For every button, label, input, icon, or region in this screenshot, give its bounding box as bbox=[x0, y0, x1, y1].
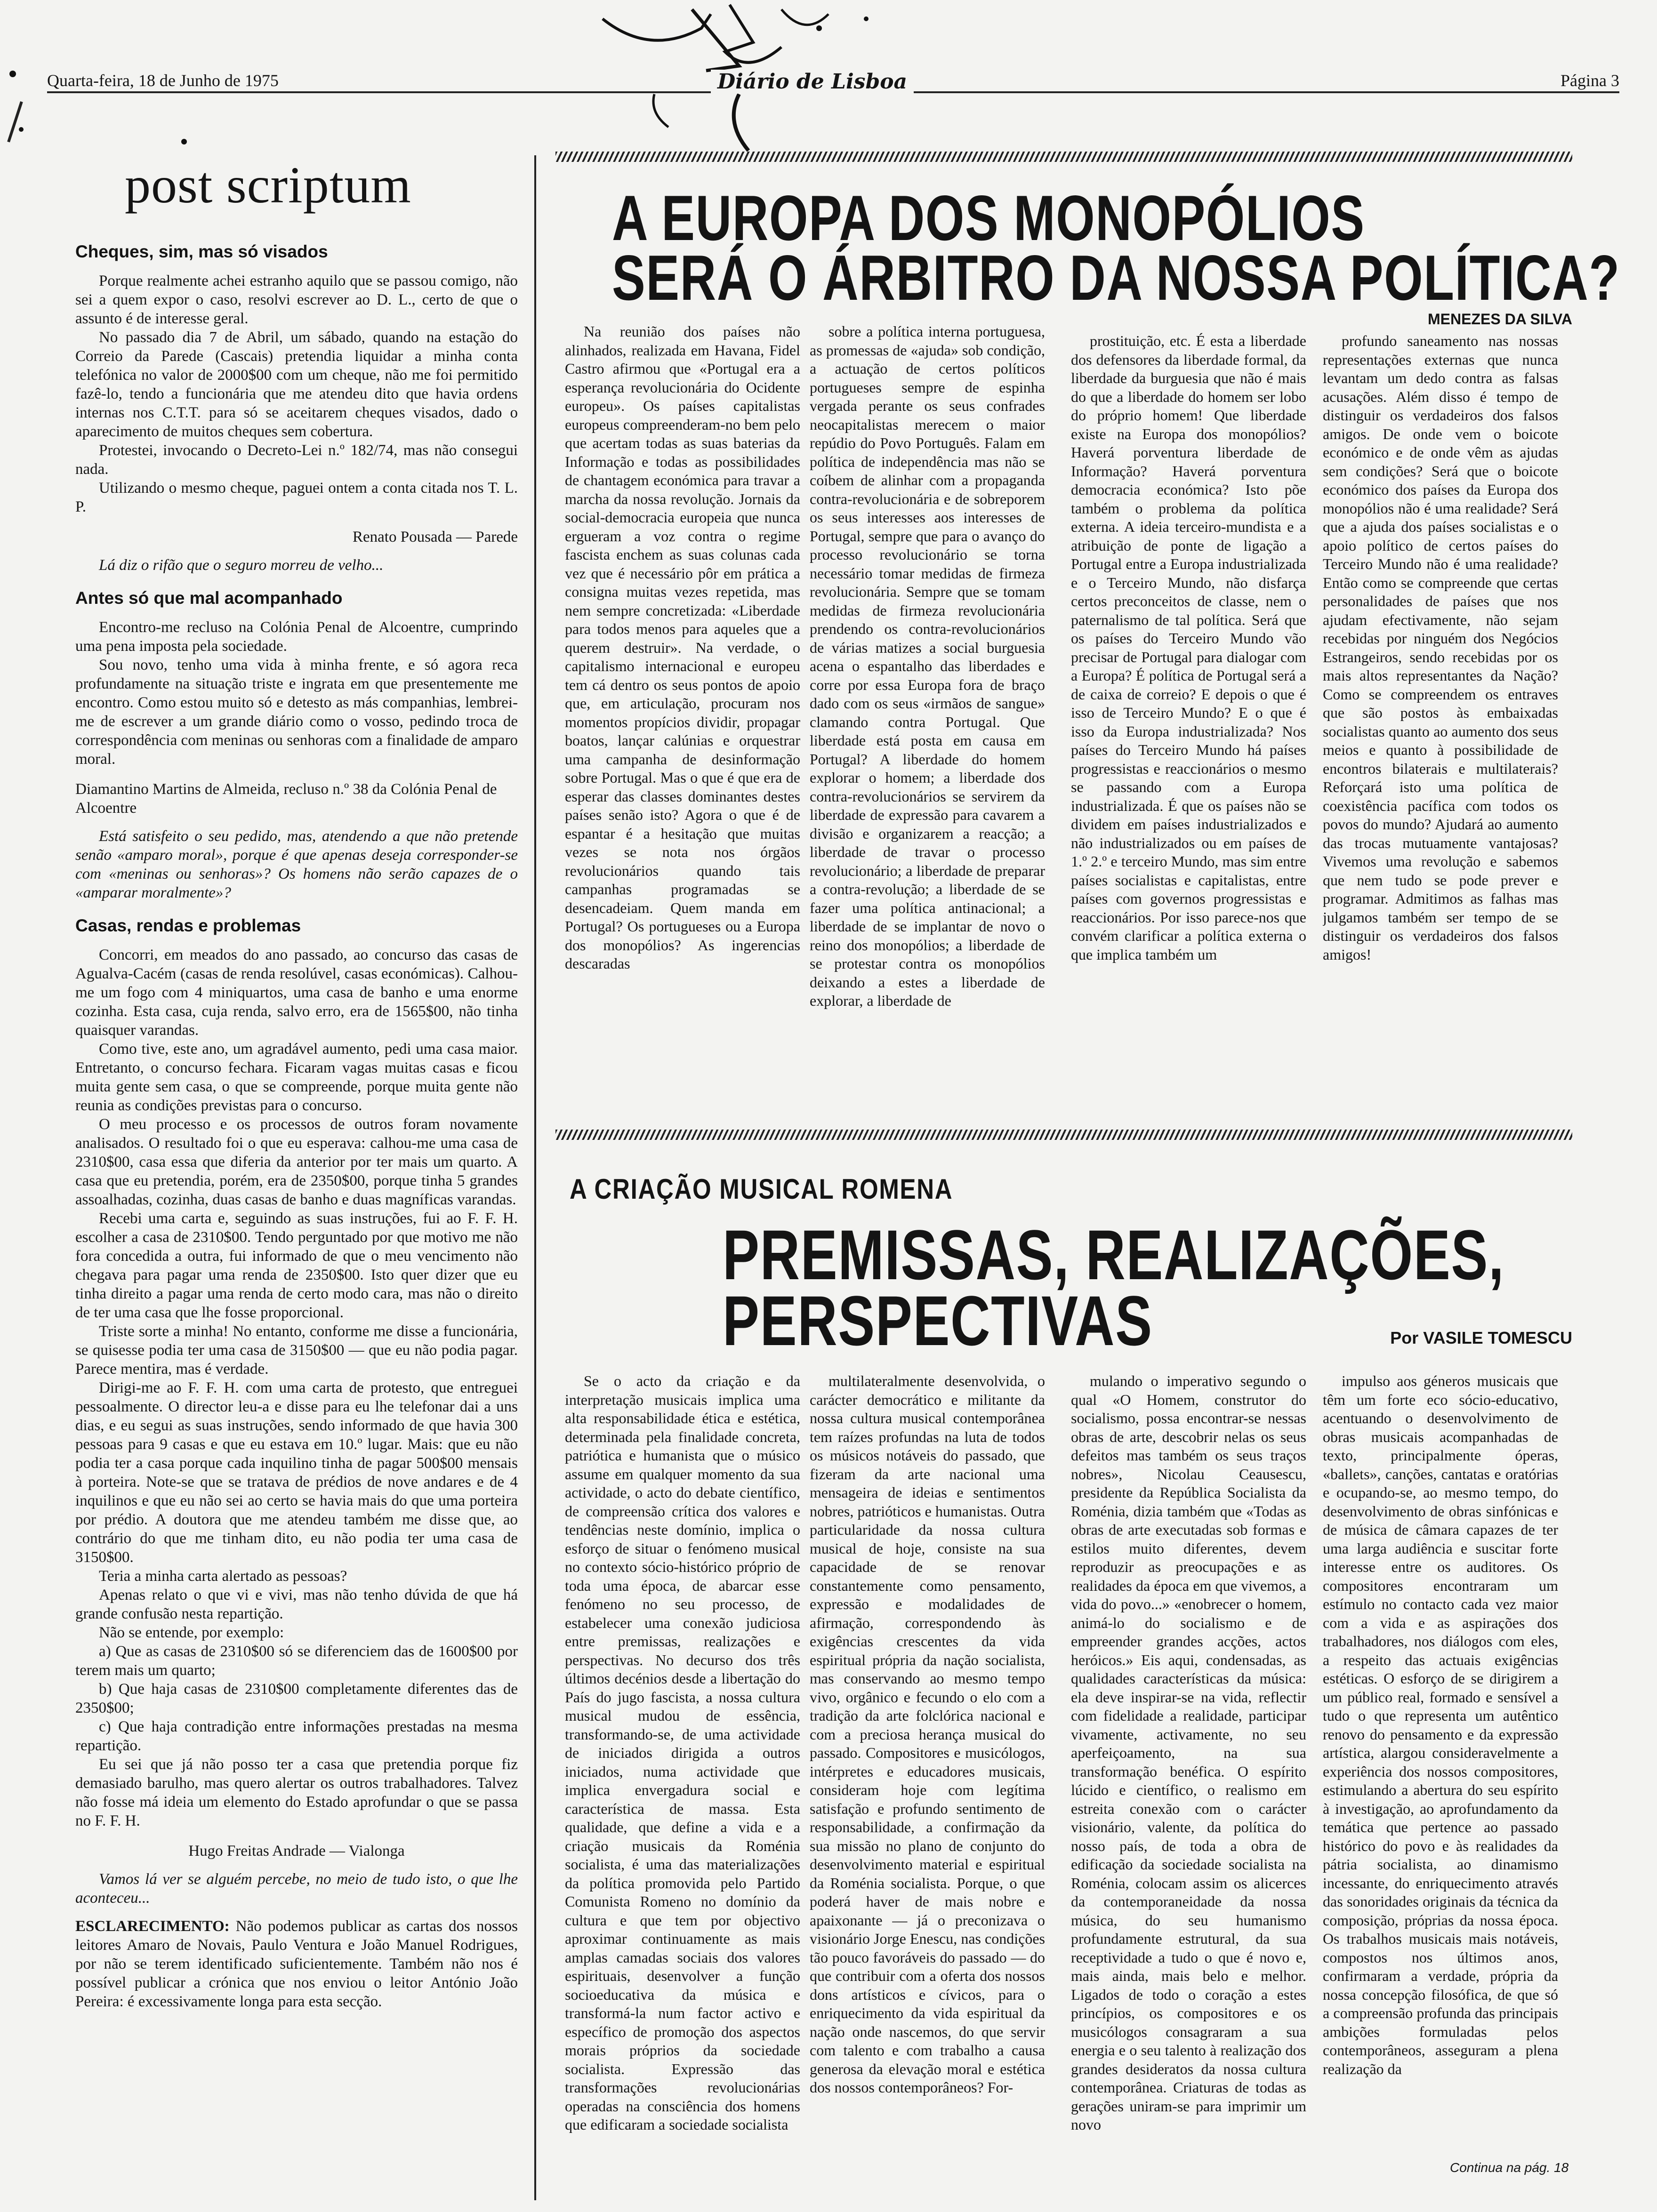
article-text: profundo saneamento nas nossas representações externas que nunca levantam um dedo contra as falsas acusações. Além disso é tempo de distinguir os verdadeiros dos falsos amigos. De onde vem o boicote económico e de onde vêm as ajudas sem condições? Será que o boicote económico dos países da Europa dos monopólios não é uma realidade? Será que a ajuda dos países socialistas e o apoio político de certos países do Terceiro Mundo não é uma realidade? Então como se compreende que certas personalidades de países que nos ajudam efectivamente, não sejam recebidas por ninguém dos Negócios Estrangeiros, sendo recebidas por os mais altos representantes da Nação? Como se compreendem os entraves que são postos às embaixadas socialistas quanto ao aumento dos seus meios e quanto à possibilidade de encontros bilaterais e multilaterais? Reforçará isto uma política de coexistência pacífica com todos os povos do mundo? Ajudará ao aumento das trocas mutuamente vantajosas? Vivemos uma revolução e sabemos que nem tudo se pode prever e programar. Admitimos as falhas mas julgamos também ser tempo de se distinguir os verdadeiros dos falsos amigos! bbox=[1323, 332, 1558, 963]
letter-paragraph: No passado dia 7 de Abril, um sábado, quando na estação do Correio da Parede (Cascais) pretendia liquidar a minha conta telefónica no valor de 2000$00 com um cheque, não me foi permitido fazê-lo, tendo a funcionária que me atendeu dito que havia ordens internas nos C.T.T. para só se aceitarem cheques visados, dado o aparecimento de muitos cheques sem cobertura. bbox=[75, 329, 518, 440]
letter-paragraph: Teria a minha carta alertado as pessoas? bbox=[99, 1568, 347, 1585]
article-headline: PERSPECTIVAS bbox=[723, 1281, 1153, 1360]
clarification-text: Não podemos publicar as cartas dos nossos leitores Amaro de Novais, Paulo Ventura e João Manuel Rodrigues, por não se terem identificado suficientemente. Também não nos é possível publicar a crónica que nos enviou o leitor António João Pereira: é excessivamente longa para esta secção. bbox=[75, 1918, 518, 2010]
letter-paragraph: b) Que haja casas de 2310$00 completamente diferentes das de 2350$00; bbox=[75, 1681, 518, 1716]
clarification bbox=[75, 1917, 518, 2011]
print-speck bbox=[181, 139, 187, 144]
letter-signature: Hugo Freitas Andrade — Vialonga bbox=[188, 1843, 405, 1859]
letter-paragraph: Apenas relato o que vi e vivi, mas não tenho dúvida de que há grande confusão nesta repartição. bbox=[75, 1587, 518, 1622]
letter-paragraph: Porque realmente achei estranho aquilo que se passou comigo, não sei a quem expor o caso, resolvi escrever ao D. L., certo de que o assunto é de interesse geral. bbox=[75, 272, 518, 327]
letter-signature: Renato Pousada — Parede bbox=[353, 529, 518, 545]
article-text: mulando o imperativo segundo o qual «O Homem, construtor do socialismo, possa encontrar-se nessas obras de arte, descobrir nelas os seus defeitos mas também os seus traços nobres», Nicolau Ceausescu, presidente da República Socialista da Roménia, dizia também que «Todas as obras de arte executadas sob formas e estilos muito diferentes, devem reproduzir as preocupações e as realidades da época em que vivemos, a vida do povo...» «enobrecer o homem, animá-lo do socialismo e de empreender grandes acções, actos heróicos.» Eis aqui, condensadas, as qualidades características da música: ela deve inspirar-se na vida, reflectir com fidelidade a realidade, participar vivamente, activamente, no seu aperfeiçoamento, na sua transformação benéfica. O espírito lúcido e científico, o realismo em estreita conexão com o carácter visionário, valente, da política do nosso país, de toda a obra de edificação da sociedade socialista na Roménia, colocam assim os alicerces da contemporaneidade da nossa música, do seu humanismo profundamente estrutural, da sua receptividade a tudo o que é novo e, mais ainda, mais belo e melhor. Ligados de todo o coração a estes princípios, os compositores e os musicólogos consagraram a sua energia e o seu talento à realização dos grandes desideratos da nossa cultura contemporânea. Criaturas de todas as gerações uniram-se para imprimir um novo bbox=[1071, 1372, 1306, 2133]
article-kicker: A CRIAÇÃO MUSICAL ROMENA bbox=[570, 1173, 953, 1205]
letter-paragraph: Dirigi-me ao F. F. H. com uma carta de protesto, que entreguei pessoalmente. O director leu-a e disse para eu lhe telefonar dai a uns dias, e eu segui as suas instruções, sendo informado de que havia 300 pessoas para 9 casas e que eu estava em 10.º lugar. Mais: que eu não podia ter a casa porque cada inquilino tinha de pagar 500$00 mensais à porteira. Note-se que se tratava de prédios de nove andares e de 4 inquilinos e que eu não sei ao certo se havia mais do que uma porteira por prédio. A doutora que me atendeu também me disse que, ao contrário do que me tinham dito, eu não podia ter uma casa de 3150$00. bbox=[75, 1379, 518, 1566]
letter-heading: Antes só que mal acompanhado bbox=[75, 588, 343, 608]
article-byline: MENEZES DA SILVA bbox=[1428, 311, 1572, 328]
letter-paragraph: Triste sorte a minha! No entanto, conforme me disse a funcionária, se quisesse podia ter uma casa de 3150$00 — que eu não podia pagar. Parece mentira, mas é verdade. bbox=[75, 1323, 518, 1378]
article-headline: A EUROPA DOS MONOPÓLIOS bbox=[612, 182, 1365, 254]
letter-paragraph: Não se entende, por exemplo: bbox=[99, 1624, 284, 1641]
letter-paragraph: a) Que as casas de 2310$00 só se diferenciem das de 1600$00 por terem mais um quarto; bbox=[75, 1643, 518, 1679]
hatch-rule bbox=[555, 152, 1572, 162]
letter-paragraph: Eu sei que já não posso ter a casa que pretendia porque fiz demasiado barulho, mas quero alertar os outros trabalhadores. Talvez não fosse má ideia um elemento do Estado aprofundar o que se passa no F. F. H. bbox=[75, 1756, 518, 1829]
letter-paragraph: O meu processo e os processos de outros foram novamente analisados. O resultado foi o que eu esperava: calhou-me uma casa de 2310$00, casa essa que diferia da anterior por ter mais um quarto. A casa que eu pretendia, porém, era de 2350$00, porque tinha 5 grandes assoalhadas, cozinha, duas casas de banho e duas magníficas varandas. bbox=[75, 1116, 518, 1208]
article-column bbox=[1071, 1372, 1306, 2163]
article-text: impulso aos géneros musicais que têm um forte eco sócio-educativo, acentuando o desenvolvimento de obras musicais acompanhadas de texto, principalmente óperas, «ballets», canções, cantatas e oratórias e ocupando-se, ao mesmo tempo, do desenvolvimento de obras sinfónicas e de música de câmara capazes de ter uma larga audiência e suscitar forte interesse entre os auditores. Os compositores encontraram um estímulo no contacto cada vez maior com a vida e as aspirações dos trabalhadores, nos diálogos com eles, a respeito das actuais exigências estéticas. O esforço de se dirigirem a um público real, formado e sensível a tudo o que representa um autêntico renovo do pensamento e da expressão artística, alargou consideravelmente a experiência dos nossos compositores, estimulando a abertura do seu espírito à investigação, ao aprofundamento da temática que pertence ao passado histórico do povo e às realidades da pátria socialista, ao dinamismo incessante, do enriquecimento através das sonoridades originais da técnica da composição, próprias da nossa época. Os trabalhos musicais mais notáveis, compostos nos últimos anos, confirmaram a verdade, própria da nossa concepção filosófica, de que só a compreensão profunda das principais ambições formuladas pelos contemporâneos, asseguram a plena realização da bbox=[1323, 1372, 1558, 2077]
letter-signature: Diamantino Martins de Almeida, recluso n.º 38 da Colónia Penal de Alcoentre bbox=[75, 781, 497, 817]
letter-paragraph: Sou novo, tenho uma vida à minha frente, e só agora reca profundamente na situação triste e ingrata em que presentemente me encontro. Como estou muito só e detesto as más companhias, lembrei-me de escrever a um grande diário como o vosso, pedindo troca de correspondência com meninas ou senhoras com a finalidade de amparo moral. bbox=[75, 657, 518, 768]
hatch-rule bbox=[555, 1130, 1572, 1140]
article-text: sobre a política interna portuguesa, as promessas de «ajuda» sob condição, a actuação de certos políticos portugueses sempre de espinha vergada perante os seus confrades neocapitalistas merecem o maior repúdio do Povo Português. Falam em política de independência mas não se coíbem de alinhar com a propaganda contra-revolucionária e de sobreporem os seus interesses aos interesses de Portugal, sempre que para o avanço do processo revolucionário se torna necessário tomar medidas de firmeza revolucionária. Sempre que se tomam medidas de firmeza revolucionária prendendo os contra-revolucionários de várias matizes a social burguesia acena o espantalho das liberdades e corre por essa Europa fora de braço dado com os seus «irmãos de sangue» clamando contra Portugal. Que liberdade está posta em causa em Portugal? A liberdade do homem explorar o homem; a liberdade dos contra-revolucionários se servirem da liberdade de expressão para cavarem a divisão e organizarem a reacção; a liberdade de travar o processo revolucionário; a liberdade de preparar a contra-revolução; a liberdade de se fazer uma política antinacional; a liberdade de se implantar de novo o reino dos monopólios; a liberdade de se protestar contra os monopólios deixando a estes a liberdade de explorar, a liberdade de bbox=[810, 323, 1045, 1009]
article-column bbox=[565, 322, 800, 1099]
letter-paragraph: c) Que haja contradição entre informações prestadas na mesma repartição. bbox=[75, 1718, 518, 1754]
letter-paragraph: Protestei, invocando o Decreto-Lei n.º 182/74, mas não consegui nada. bbox=[75, 442, 518, 478]
clarification-label: ESCLARECIMENTO: bbox=[75, 1918, 230, 1935]
page-number: Página 3 bbox=[1560, 71, 1619, 90]
continued-note: Continua na pág. 18 bbox=[1450, 2160, 1569, 2175]
print-smudge bbox=[7, 101, 41, 148]
article-column bbox=[565, 1372, 800, 2163]
article-headline: PREMISSAS, REALIZAÇÕES, bbox=[723, 1215, 1505, 1294]
article-column bbox=[1323, 1372, 1558, 2144]
issue-date: Quarta-feira, 18 de Junho de 1975 bbox=[47, 71, 279, 90]
article-headline: SERÁ O ÁRBITRO DA NOSSA POLÍTICA? bbox=[612, 242, 1620, 313]
letter-paragraph: Concorri, em meados do ano passado, ao concurso das casas de Agualva-Cacém (casas de renda resolúvel, casas económicas). Calhou-me um fogo com 4 miniquartos, uma casa de banho e uma enorme cozinha. Esta casa, cuja renda, salvo erro, era de 1565$00, não tinha quaisquer varandas. bbox=[75, 946, 518, 1039]
column-divider bbox=[534, 155, 536, 2200]
article-column bbox=[810, 1372, 1045, 2163]
article-text: Na reunião dos países não alinhados, realizada em Havana, Fidel Castro afirmou que «Portugal era a esperança revolucionária do Ocidente europeu». Os países capitalistas europeus compreenderam-no bem pelo que acertam todas as suas baterias da Informação e todas as possibilidades de chantagem económica para travar a marcha da nossa revolução. Jornais da social-democracia europeia que nunca ergueram a voz contra o regime fascista enchem as suas colunas cada vez que é necessário pôr em prática a consigna muitas vezes repetida, mas nem sempre concretizada: «Liberdade para todos menos para aqueles que a querem destruir». Na verdade, o capitalismo internacional e europeu tem cá dentro os seus pontos de apoio que, em articulação, procuram nos momentos propícios dividir, propagar boatos, lançar calúnias e orquestrar uma campanha de desinformação sobre Portugal. Mas o que é que era de esperar das classes dominantes destes países senão isto? Agora o que é de espantar é a hesitação que muitas vezes se nota nos órgãos revolucionários quando tais campanhas programadas se desencadeiam. Quem manda em Portugal? Os portugueses ou a Europa dos monopólios? As ingerencias descaradas bbox=[565, 323, 800, 972]
article-column bbox=[1071, 332, 1306, 1099]
editor-note: Lá diz o rifão que o seguro morreu de velho... bbox=[99, 557, 384, 574]
letter-heading: Cheques, sim, mas só visados bbox=[75, 242, 328, 261]
section-title: post scriptum bbox=[125, 156, 411, 214]
letter-paragraph: Recebi uma carta e, seguindo as suas instruções, fui ao F. F. H. escolher a casa de 2310$00. Tendo perguntado por que motivo me não fora concedida a outra, fui informado de que o meu vencimento não chegava para pagar uma renda de 2350$00. Isto quer dizer que eu tinha direito a pagar uma renda de certo modo cara, mas não o direito de ter uma casa que lhe fosse proporcional. bbox=[75, 1210, 518, 1321]
letter-paragraph: Encontro-me recluso na Colónia Penal de Alcoentre, cumprindo uma pena imposta pela sociedade. bbox=[75, 619, 518, 655]
letter-paragraph: Utilizando o mesmo cheque, paguei ontem a conta citada nos T. L. P. bbox=[75, 480, 518, 515]
article-text: Se o acto da criação e da interpretação musicais implica uma alta responsabilidade ética e estética, determinada pela finalidade concreta, patriótica e humanista que o músico assume em qualquer momento da sua actividade, o acto do debate científico, de compreensão crítica dos valores e tendências neste domínio, implica o esforço de situar o fenómeno musical no contexto sócio-histórico próprio de toda uma época, de abarcar esse fenómeno no seu processo, de estabelecer uma conexão judiciosa entre premissas, realizações e perspectivas. No decurso dos três últimos decénios desde a libertação do País do jugo fascista, a nossa cultura musical mudou de essência, transformando-se, de uma actividade de iniciados dirigida a outros iniciados, numa actividade que implica envergadura social e característica de massa. Esta qualidade, que define a vida e a criação musicais da Roménia socialista, é uma das materializações da política promovida pelo Partido Comunista Romeno no domínio da cultura e que tem por objectivo aproximar continuamente as mais amplas camadas sociais dos valores espirituais, desenvolver a função socioeducativa da música e transformá-la num factor activo e específico de promoção dos aspectos morais próprios da sociedade socialista. Expressão das transformações revolucionárias operadas na consciência dos homens que edificaram a sociedade socialista bbox=[565, 1372, 800, 2133]
letter-heading: Casas, rendas e problemas bbox=[75, 916, 301, 935]
newspaper-name: Diário de Lisboa bbox=[711, 70, 914, 94]
print-speck bbox=[9, 71, 16, 77]
article-column bbox=[810, 322, 1045, 1099]
article-byline: Por VASILE TOMESCU bbox=[1390, 1328, 1572, 1347]
letter-paragraph: Como tive, este ano, um agradável aumento, pedi uma casa maior. Entretanto, o concurso fechara. Ficaram vagas muitas casas e ficou muita gente sem casa, o que se compreende, porque muita gente não reunia as condições previstas para o concurso. bbox=[75, 1041, 518, 1114]
article-text: prostituição, etc. É esta a liberdade dos defensores da liberdade formal, da liberdade da burguesia que não é mais do que a liberdade do homem ser lobo do próprio homem! Que liberdade existe na Europa dos monopólios? Haverá porventura liberdade de Informação? Haverá porventura democracia económica? Isto põe também o problema da política externa. A ideia terceiro-mundista e a atribuição de ponte de ligação a Portugal entre a Europa industrializada e o Terceiro Mundo, não disfarça certos preconceitos de classe, nem o paternalismo de tal política. Será que os países do Terceiro Mundo vão precisar de Portugal para dialogar com a Europa? É política de Portugal será a de caixa de correio? E depois o que é isso de Terceiro Mundo? E o que é isso da Europa industrializada? Nos países do Terceiro Mundo há países progressistas e reaccionários o mesmo se passando com a Europa industrializada. É que os países não se dividem em países industrializados e não industrializados ou em países de 1.º 2.º e terceiro Mundo, mas sim entre países socialistas e capitalistas, entre países com governos progressistas e reaccionários. Por isso parece-nos que convém clarificar a política externa o que implica também um bbox=[1071, 332, 1306, 963]
post-scriptum-letters bbox=[75, 242, 518, 2011]
article-column bbox=[1323, 332, 1558, 1099]
editor-note: Está satisfeito o seu pedido, mas, atendendo a que não pretende senão «amparo moral», porque é que apenas deseja corresponder-se com «meninas ou senhoras»? Os homens não serão capazes de o «amparar moralmente»? bbox=[75, 828, 518, 901]
editor-note: Vamos lá ver se alguém percebe, no meio de tudo isto, o que lhe aconteceu... bbox=[75, 1871, 518, 1907]
article-text: multilateralmente desenvolvida, o carácter democrático e militante da nossa cultura musical contemporânea tem raízes profundas na luta de todos os músicos notáveis do passado, que fizeram da arte nacional uma mensageira de ideias e sentimentos nobres, patrióticos e humanistas. Outra particularidade da nossa cultura musical de hoje, consiste na sua capacidade de se renovar constantemente como pensamento, expressão e modalidades de afirmação, correspondendo às exigências crescentes da vida espiritual própria da nação socialista, mas conservando ao mesmo tempo vivo, orgânico e fecundo o elo com a tradição da arte folclórica nacional e com a preciosa herança musical do passado. Compositores e musicólogos, intérpretes e educadores musicais, consideram hoje com legítima satisfação e profundo sentimento de responsabilidade, a confirmação da sua missão no plano de conjunto do desenvolvimento material e espiritual da Roménia socialista. Porque, o que poderá haver de mais nobre e apaixonante — já o preconizava o visionário Jorge Enescu, nas condições tão pouco favoráveis do passado — do que contribuir com a oferta dos nossos dons artísticos e cívicos, para o enriquecimento da vida espiritual da nação onde nascemos, do que servir com talento e com trabalho a causa generosa da elevação moral e estética dos nossos contemporâneos? For- bbox=[810, 1372, 1045, 2096]
